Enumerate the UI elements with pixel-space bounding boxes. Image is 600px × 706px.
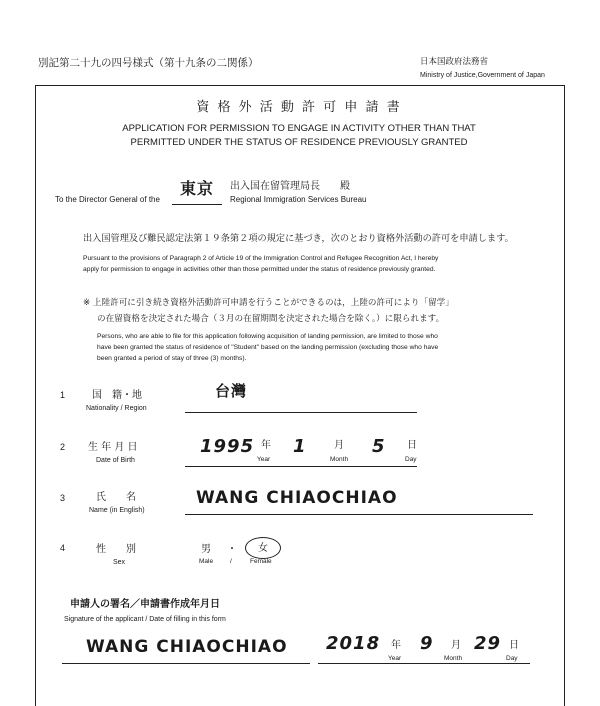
- note-en-line2: have been granted the status of residence of "Student" based on the landing permission (excluding those who have: [97, 344, 439, 351]
- intro-en-line1: Pursuant to the provisions of Paragraph 2 of Article 19 of the Immigration Control and Refugee Recognition Act, I hereby: [83, 255, 439, 262]
- sex-slash: /: [230, 558, 232, 565]
- dob-label-en: Date of Birth: [96, 457, 135, 464]
- bureau-jp-label: 出入国在留管理局長 殿: [230, 181, 350, 192]
- note-jp-line2: の在留資格を決定された場合（３月の在留期間を決定された場合を除く。）に限られます。: [97, 314, 445, 324]
- note-en-line1: Persons, who are able to file for this application following acquisition of landing permission, are limited to those who: [97, 333, 438, 340]
- sign-month-jp: 月: [451, 640, 461, 651]
- dob-label-jp: 生 年 月 日: [88, 442, 138, 453]
- signature-name: WANG CHIAOCHIAO: [86, 637, 288, 657]
- field-number-1: 1: [60, 390, 66, 400]
- sign-year-jp: 年: [391, 640, 401, 651]
- signature-title-jp: 申請人の署名／申請書作成年月日: [70, 599, 220, 610]
- signature-underline: [62, 663, 310, 664]
- nationality-value: 台灣: [215, 382, 248, 400]
- sex-female-en: Female: [250, 558, 272, 565]
- intro-en-line2: apply for permission to engage in activities other than those permitted under the status of residence previously granted.: [83, 266, 436, 273]
- addressee-to-label: To the Director General of the: [55, 195, 160, 204]
- sex-label-en: Sex: [113, 559, 126, 566]
- form-reference: 別記第二十九の四号様式（第十九条の二関係）: [38, 57, 259, 69]
- title-en-line1: APPLICATION FOR PERMISSION TO ENGAGE IN ACTIVITY OTHER THAN THAT: [122, 123, 476, 134]
- sex-male-en: Male: [199, 558, 214, 565]
- field-number-2: 2: [60, 442, 66, 452]
- signature-title-en: Signature of the applicant / Date of filling in this form: [64, 616, 226, 623]
- title-en-line2: PERMITTED UNDER THE STATUS OF RESIDENCE PREVIOUSLY GRANTED: [130, 137, 468, 148]
- sex-label-jp: 性 別: [96, 544, 136, 555]
- sign-day-en: Day: [506, 655, 518, 662]
- dob-underline: [185, 466, 417, 467]
- title-jp: 資 格 外 活 動 許 可 申 請 書: [196, 100, 402, 115]
- ministry-jp: 日本国政府法務省: [420, 57, 489, 67]
- name-label-jp: 氏 名: [96, 492, 136, 503]
- name-value: WANG CHIAOCHIAO: [196, 488, 398, 508]
- nationality-underline: [185, 412, 417, 413]
- dob-year-en: Year: [257, 456, 271, 463]
- sign-month-en: Month: [444, 655, 463, 662]
- dob-year-value: 1995: [200, 436, 255, 457]
- sign-month-value: 9: [420, 633, 434, 654]
- note-en-line3: been granted a period of stay of three (3) months).: [97, 355, 247, 362]
- bureau-name-underline: [172, 204, 222, 205]
- sex-separator-dot: ・: [227, 544, 237, 555]
- ministry-en: Ministry of Justice,Government of Japan: [420, 72, 545, 79]
- sign-year-en: Year: [388, 655, 402, 662]
- female-selected-circle: [245, 537, 281, 559]
- intro-jp: 出入国管理及び難民認定法第１９条第２項の規定に基づき，次のとおり資格外活動の許可を申請します。: [83, 233, 514, 244]
- dob-day-en: Day: [405, 456, 417, 463]
- nationality-label-en: Nationality / Region: [86, 405, 147, 412]
- field-number-4: 4: [60, 543, 66, 553]
- dob-month-en: Month: [330, 456, 349, 463]
- bureau-name-handwritten: 東京: [180, 179, 215, 198]
- dob-month-jp: 月: [334, 440, 344, 451]
- field-number-3: 3: [60, 493, 66, 503]
- name-label-en: Name (in English): [89, 507, 145, 514]
- sign-day-value: 29: [474, 633, 502, 654]
- dob-day-jp: 日: [407, 440, 417, 451]
- name-underline: [185, 514, 533, 515]
- dob-month-value: 1: [293, 436, 307, 457]
- sign-date-underline: [318, 663, 530, 664]
- sex-male-jp: 男: [201, 544, 211, 555]
- dob-year-jp: 年: [261, 440, 271, 451]
- nationality-label-jp: 国 籍・地: [92, 390, 142, 401]
- sign-year-value: 2018: [326, 633, 381, 654]
- note-jp-line1: ※ 上陸許可に引き続き資格外活動許可申請を行うことができるのは，上陸の許可により「留学」: [83, 298, 454, 308]
- sign-day-jp: 日: [509, 640, 519, 651]
- dob-day-value: 5: [372, 436, 386, 457]
- sex-female-jp: 女: [258, 543, 268, 554]
- bureau-en-label: Regional Immigration Services Bureau: [230, 195, 367, 204]
